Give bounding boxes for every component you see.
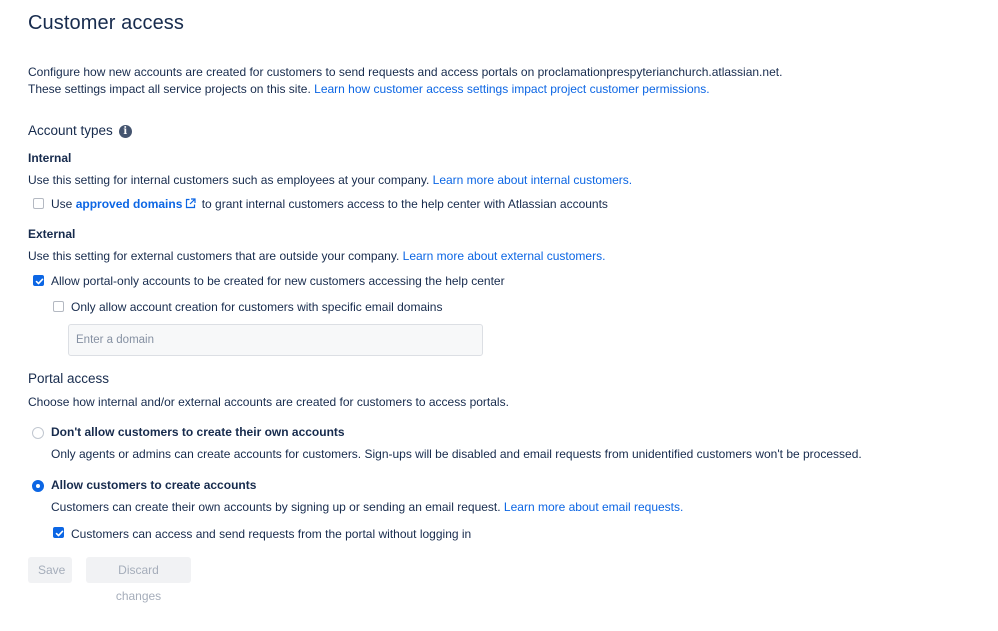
internal-heading: Internal: [28, 151, 72, 165]
allow-accounts-description-text: Customers can create their own accounts by signing up or sending an email request.: [51, 500, 501, 514]
email-domains-label: Only allow account creation for customers with specific email domains: [71, 300, 443, 314]
portal-only-accounts-checkbox[interactable]: [33, 275, 44, 286]
allow-accounts-description: [51, 500, 683, 514]
info-icon[interactable]: i: [119, 125, 132, 138]
page-intro-line-2: [28, 82, 710, 96]
portal-access-description: Choose how internal and/or external accounts are created for customers to access portals.: [28, 395, 509, 409]
allow-accounts-label: Allow customers to create accounts: [51, 478, 257, 492]
email-requests-link[interactable]: Learn more about email requests.: [503, 500, 684, 514]
approved-domains-option: [51, 197, 608, 212]
portal-only-accounts-label: Allow portal-only accounts to be created for new customers accessing the help center: [51, 274, 505, 288]
account-types-heading: [28, 123, 132, 138]
anonymous-access-label: Customers can access and send requests from the portal without logging in: [71, 527, 472, 541]
internal-description: [28, 173, 632, 187]
page-title: Customer access: [28, 12, 184, 34]
dont-allow-accounts-radio[interactable]: [32, 427, 44, 439]
customer-permissions-link[interactable]: Learn how customer access settings impact project customer permissions.: [314, 82, 710, 96]
anonymous-access-checkbox[interactable]: [53, 527, 64, 538]
external-customers-link[interactable]: Learn more about external customers.: [402, 249, 606, 263]
internal-description-text: Use this setting for internal customers such as employees at your company.: [28, 173, 430, 187]
discard-changes-button[interactable]: Discard changes: [86, 557, 191, 583]
internal-customers-link[interactable]: Learn more about internal customers.: [432, 173, 633, 187]
allow-accounts-radio[interactable]: [32, 480, 44, 492]
approved-domains-link[interactable]: approved domains: [75, 197, 183, 211]
email-domains-checkbox[interactable]: [53, 301, 64, 312]
portal-access-heading: Portal access: [28, 371, 110, 386]
page-intro-line-1: Configure how new accounts are created for customers to send requests and access portals on proclamationprespyterianchurch.atlassian.net.: [28, 65, 783, 79]
external-description: [28, 249, 605, 263]
page-intro-text: These settings impact all service projects on this site.: [28, 82, 311, 96]
approved-domains-checkbox[interactable]: [33, 198, 44, 209]
external-heading: External: [28, 227, 76, 241]
external-link-icon: [185, 198, 196, 212]
approved-domains-suffix: to grant internal customers access to the help center with Atlassian accounts: [201, 197, 608, 211]
check-icon: [54, 528, 65, 539]
save-button[interactable]: Save: [28, 557, 72, 583]
approved-domains-prefix: Use: [51, 197, 73, 211]
domain-input[interactable]: [68, 324, 483, 356]
check-icon: [34, 276, 45, 287]
account-types-heading-text: Account types: [28, 123, 113, 138]
dont-allow-accounts-description: Only agents or admins can create accounts for customers. Sign-ups will be disabled and email requests from unidentified customers won't be processed.: [51, 447, 862, 461]
external-description-text: Use this setting for external customers that are outside your company.: [28, 249, 400, 263]
dont-allow-accounts-label: Don't allow customers to create their own accounts: [51, 425, 345, 439]
